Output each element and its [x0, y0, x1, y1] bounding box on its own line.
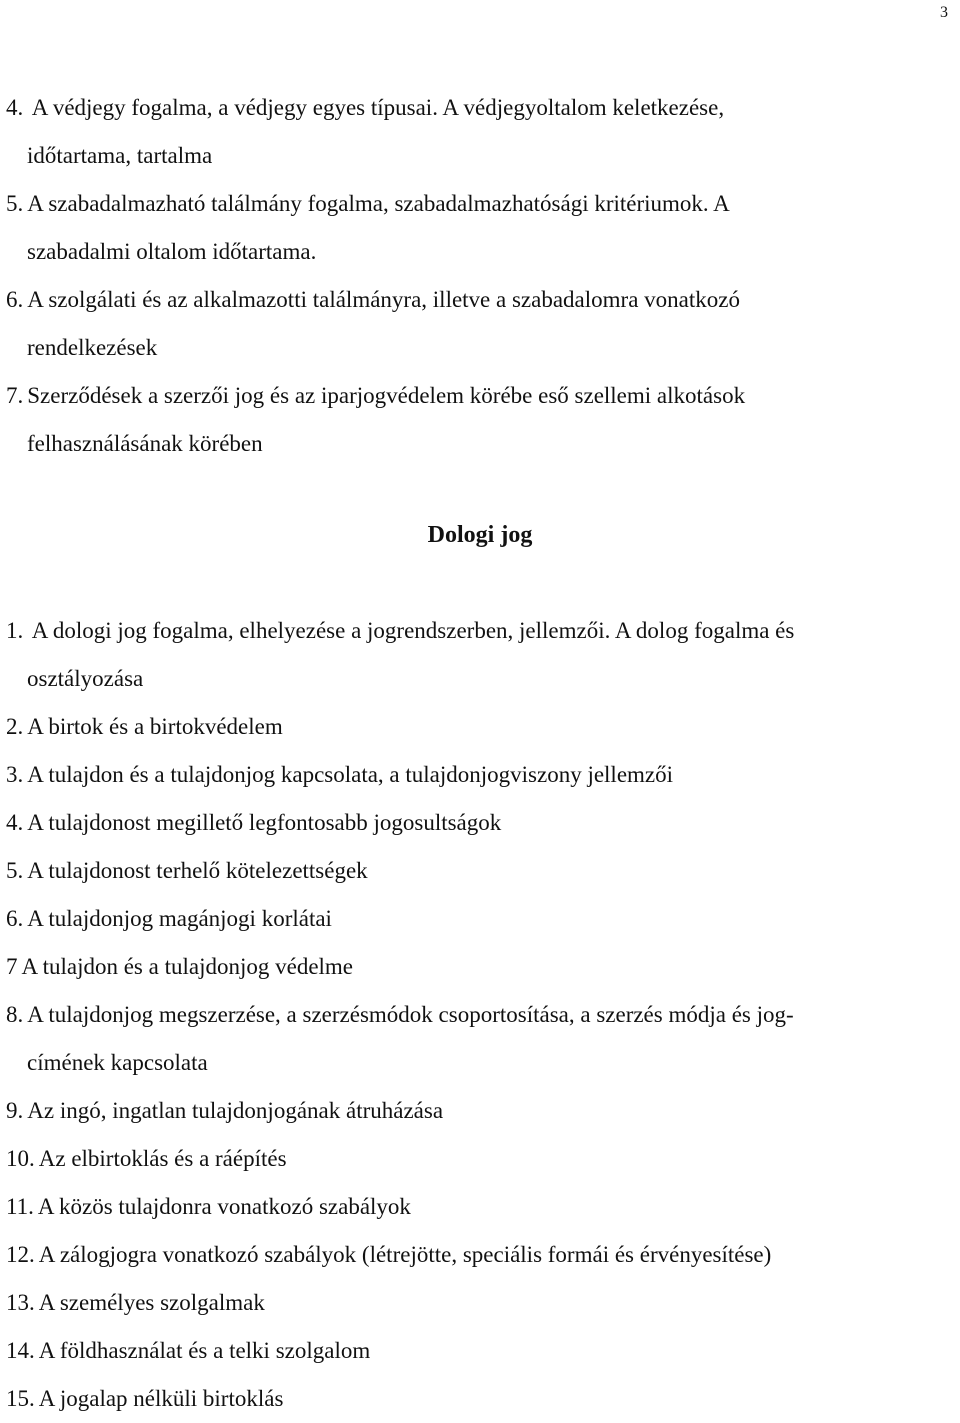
list-item — [6, 180, 946, 276]
section-heading: Dologi jog — [427, 522, 533, 548]
item-text: A tulajdon és a tulajdonjog védelme — [21, 954, 354, 979]
item-text: Szerződések a szerzői jog és az iparjogvédelem körébe eső szellemi alkotások — [27, 383, 746, 408]
list-item — [6, 943, 951, 991]
item-text: A birtok és a birtokvédelem — [27, 714, 283, 739]
item-continuation: felhasználásának körében — [27, 431, 263, 456]
item-number: 15. — [6, 1386, 35, 1411]
list-item — [6, 1135, 951, 1183]
item-number: 4. — [6, 95, 24, 120]
item-number: 4. — [6, 810, 24, 835]
item-text: A jogalap nélküli birtoklás — [38, 1386, 284, 1411]
list-item — [6, 751, 951, 799]
item-number: 2. — [6, 714, 24, 739]
item-number: 14. — [6, 1338, 35, 1363]
item-continuation: osztályozása — [27, 666, 144, 691]
list-item — [6, 84, 946, 180]
list-item — [6, 1375, 951, 1423]
item-text: A dologi jog fogalma, elhelyezése a jogrendszerben, jellemzői. A dolog fogalma és — [27, 618, 795, 643]
item-number: 5. — [6, 858, 24, 883]
item-text: A földhasználat és a telki szolgalom — [38, 1338, 371, 1363]
list-item — [6, 1087, 951, 1135]
list-item — [6, 1183, 951, 1231]
item-text: A védjegy fogalma, a védjegy egyes típusai. A védjegyoltalom keletkezése, — [27, 95, 725, 120]
list-item — [6, 799, 951, 847]
item-text: A tulajdonjog magánjogi korlátai — [27, 906, 332, 931]
page-number: 3 — [940, 4, 948, 21]
item-text: A személyes szolgalmak — [38, 1290, 265, 1315]
item-number: 3. — [6, 762, 24, 787]
item-text: A közös tulajdonra vonatkozó szabályok — [37, 1194, 411, 1219]
item-continuation: szabadalmi oltalom időtartama. — [27, 239, 317, 264]
list-item — [6, 847, 951, 895]
item-number: 9. — [6, 1098, 24, 1123]
list-item — [6, 276, 946, 372]
item-number: 8. — [6, 1002, 24, 1027]
item-number: 7 — [6, 954, 18, 979]
topic-list-ip — [6, 84, 946, 468]
item-continuation: időtartama, tartalma — [27, 143, 213, 168]
item-continuation: rendelkezések — [27, 335, 158, 360]
topic-list-property-law — [6, 607, 951, 1423]
list-item — [6, 607, 951, 703]
item-number: 11. — [6, 1194, 34, 1219]
item-number: 10. — [6, 1146, 35, 1171]
list-item — [6, 895, 951, 943]
item-number: 1. — [6, 618, 24, 643]
item-text: Az elbirtoklás és a ráépítés — [38, 1146, 287, 1171]
item-text: A tulajdonjog megszerzése, a szerzésmódok csoportosítása, a szerzés módja és jog- — [27, 1002, 794, 1027]
item-number: 6. — [6, 287, 24, 312]
item-text: A tulajdon és a tulajdonjog kapcsolata, a tulajdonjogviszony jellemzői — [27, 762, 674, 787]
item-text: A szolgálati és az alkalmazotti találmányra, illetve a szabadalomra vonatkozó — [27, 287, 740, 312]
item-continuation: címének kapcsolata — [27, 1050, 208, 1075]
item-number: 13. — [6, 1290, 35, 1315]
item-number: 12. — [6, 1242, 35, 1267]
list-item — [6, 703, 951, 751]
item-text: A zálogjogra vonatkozó szabályok (létrejötte, speciális formái és érvényesítése) — [38, 1242, 772, 1267]
list-item — [6, 1279, 951, 1327]
item-number: 6. — [6, 906, 24, 931]
list-item — [6, 372, 946, 468]
list-item — [6, 1231, 951, 1279]
item-number: 5. — [6, 191, 24, 216]
item-text: A tulajdonost terhelő kötelezettségek — [27, 858, 368, 883]
item-text: A tulajdonost megillető legfontosabb jogosultságok — [27, 810, 502, 835]
list-item — [6, 991, 951, 1087]
list-item — [6, 1327, 951, 1375]
item-text: Az ingó, ingatlan tulajdonjogának átruházása — [27, 1098, 444, 1123]
item-text: A szabadalmazható találmány fogalma, szabadalmazhatósági kritériumok. A — [27, 191, 730, 216]
item-number: 7. — [6, 383, 24, 408]
